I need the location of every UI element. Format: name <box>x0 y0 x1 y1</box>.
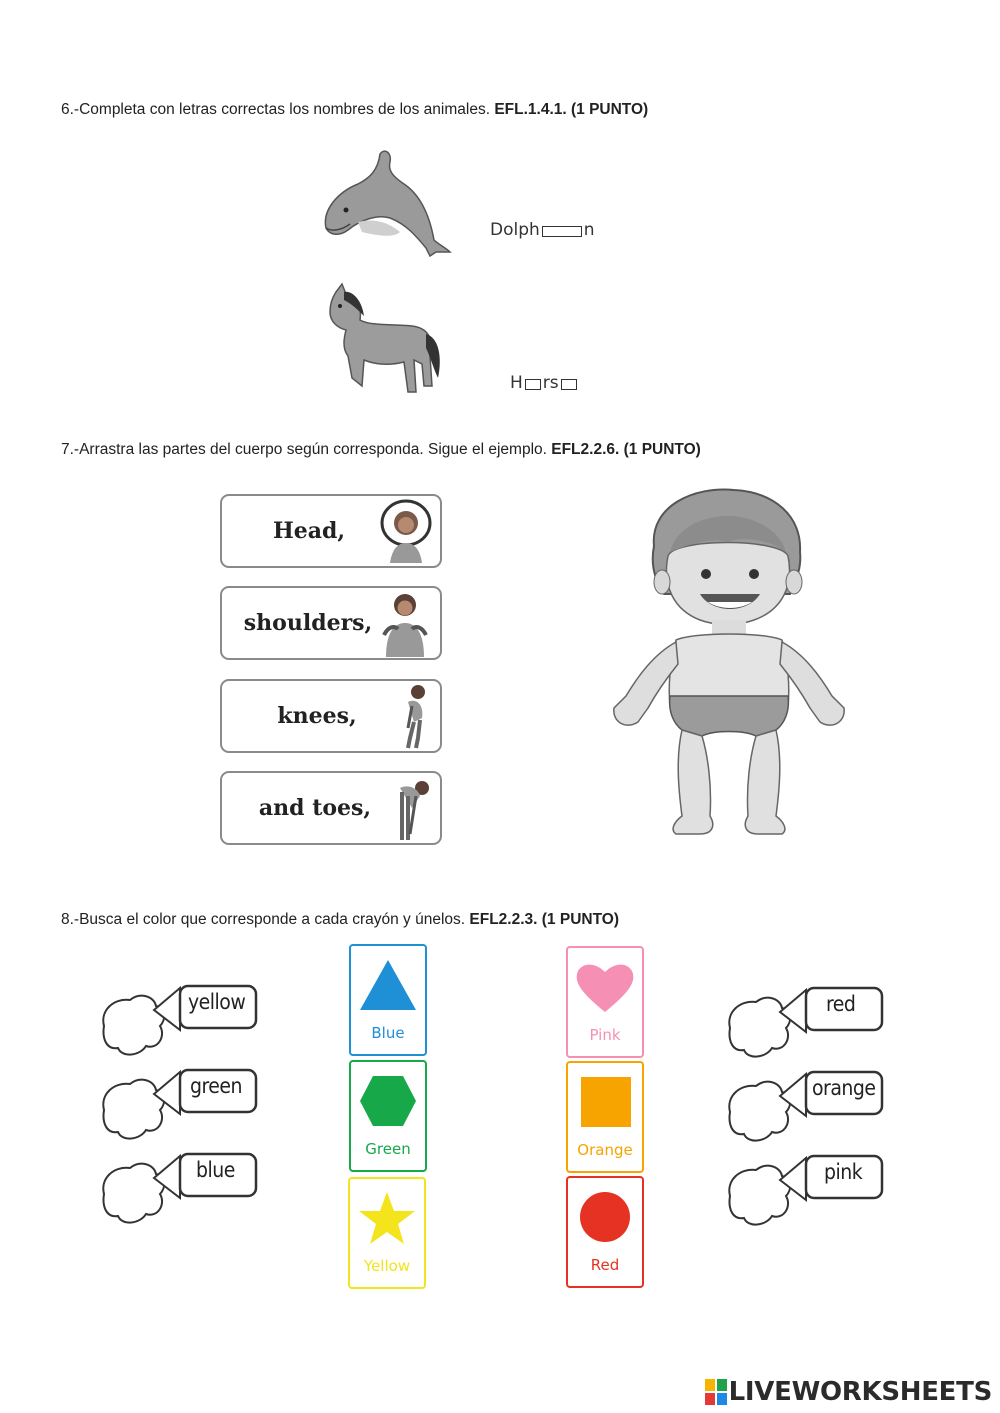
color-card-blue[interactable]: Blue <box>349 944 427 1056</box>
horse-blank-1[interactable] <box>525 379 541 390</box>
crayon-green[interactable]: green <box>100 1064 260 1153</box>
boy-body-image <box>604 486 854 848</box>
color-card-pink[interactable]: Pink <box>566 946 644 1058</box>
hexagon-icon <box>358 1074 418 1128</box>
question-6-title: 6.-Completa con letras correctas los nombres de los animales. EFL.1.4.1. (1 PUNTO) <box>61 101 649 118</box>
circle-icon <box>575 1190 635 1244</box>
question-8-title: 8.-Busca el color que corresponde a cada crayón y únelos. EFL2.2.3. (1 PUNTO) <box>61 911 619 928</box>
color-card-orange[interactable]: Orange <box>566 1061 644 1173</box>
dolphin-word: Dolph n <box>490 220 595 240</box>
body-part-card-knees[interactable]: knees, <box>220 679 442 753</box>
girl-touching-head-icon <box>378 499 434 563</box>
girl-touching-toes-icon <box>390 774 434 842</box>
square-icon <box>575 1075 635 1129</box>
dolphin-image <box>318 140 458 262</box>
triangle-icon <box>358 958 418 1012</box>
girl-touching-knees-icon <box>394 682 434 750</box>
heart-icon <box>575 960 635 1014</box>
color-card-red[interactable]: Red <box>566 1176 644 1288</box>
body-part-card-toes[interactable]: and toes, <box>220 771 442 845</box>
girl-touching-shoulders-icon <box>376 589 434 657</box>
dolphin-blank[interactable] <box>542 226 582 237</box>
question-7-title: 7.-Arrastra las partes del cuerpo según corresponda. Sigue el ejemplo. EFL2.2.6. (1 PUNTO) <box>61 441 701 458</box>
crayon-orange[interactable]: orange <box>726 1066 886 1155</box>
crayon-red[interactable]: red <box>726 982 886 1071</box>
color-card-green[interactable]: Green <box>349 1060 427 1172</box>
crayon-outline-icon <box>726 982 886 1066</box>
horse-word: H rs <box>510 373 579 393</box>
crayon-outline-icon <box>100 1148 260 1232</box>
liveworksheets-logo-icon <box>705 1379 727 1405</box>
crayon-blue[interactable]: blue <box>100 1148 260 1237</box>
liveworksheets-logo: LIVEWORKSHEETS <box>705 1377 992 1407</box>
color-card-yellow[interactable]: Yellow <box>348 1177 426 1289</box>
horse-blank-2[interactable] <box>561 379 577 390</box>
body-part-card-shoulders[interactable]: shoulders, <box>220 586 442 660</box>
body-part-card-head[interactable]: Head, <box>220 494 442 568</box>
crayon-yellow[interactable]: yellow <box>100 980 260 1069</box>
crayon-pink[interactable]: pink <box>726 1150 886 1239</box>
star-icon <box>357 1191 417 1245</box>
horse-image <box>322 282 446 408</box>
